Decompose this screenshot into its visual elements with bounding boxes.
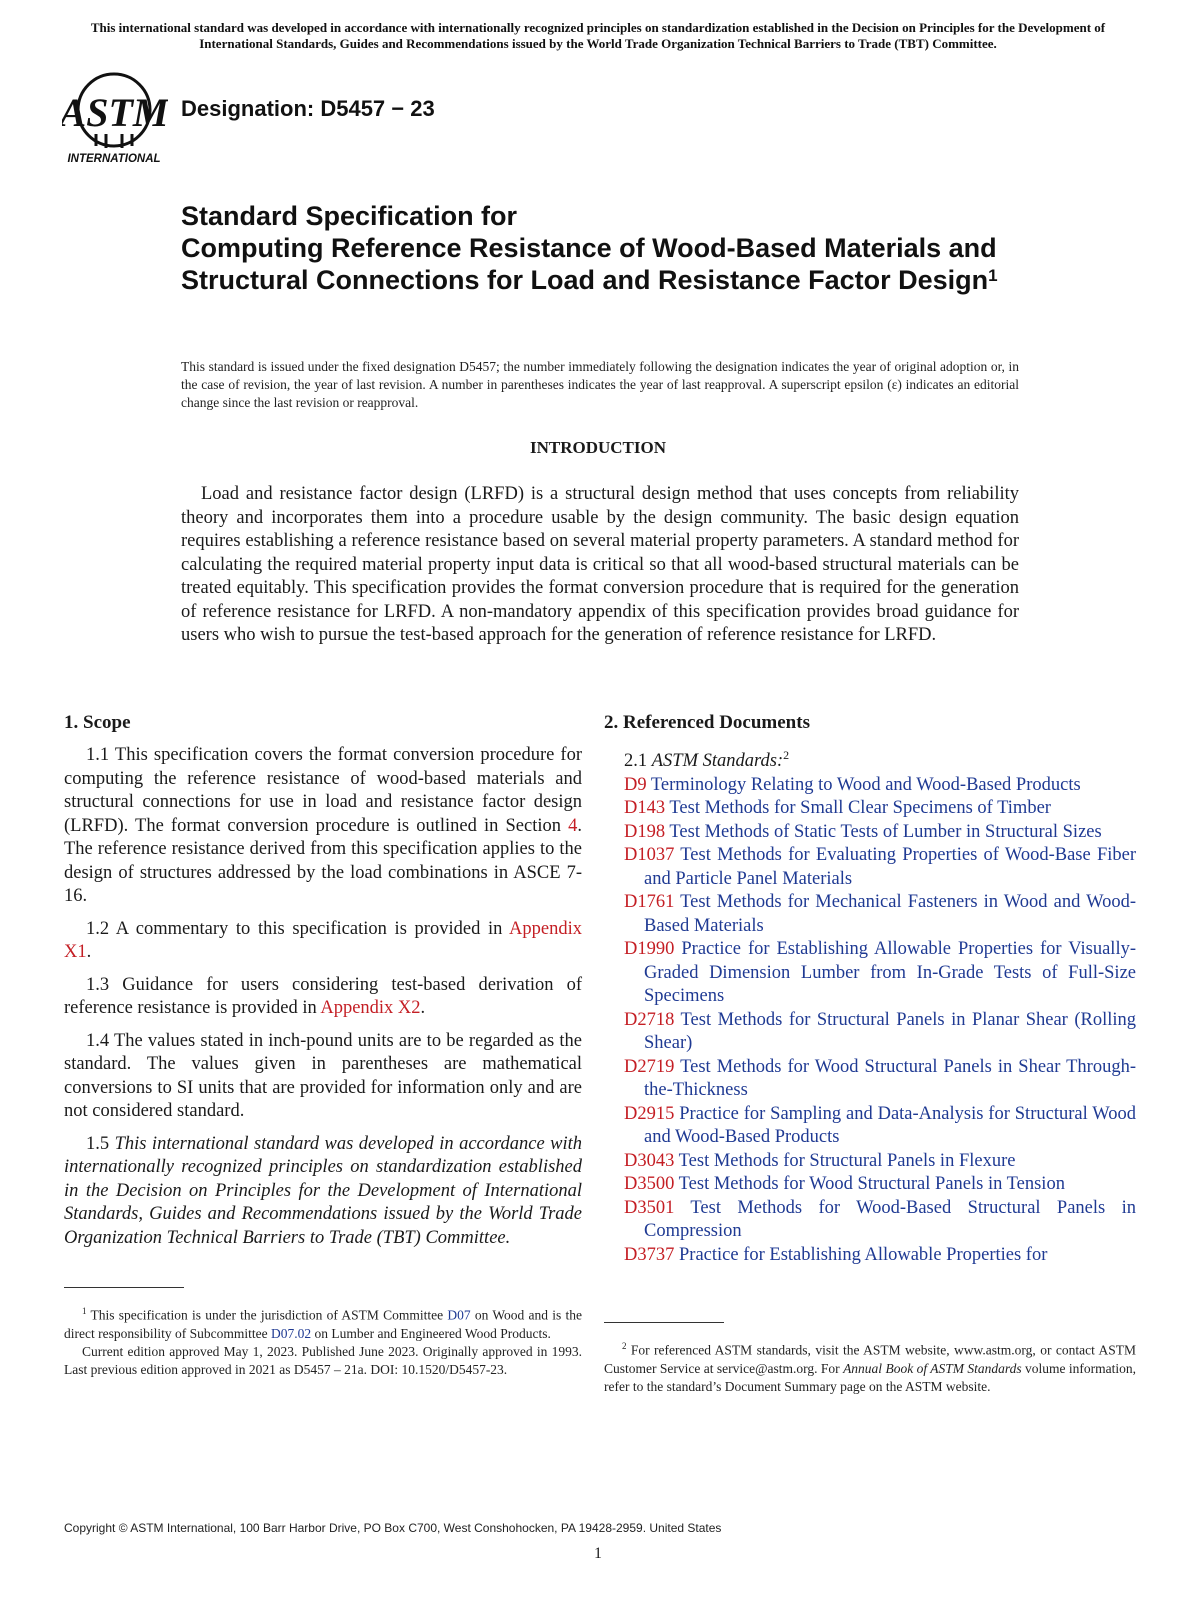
reference-item [624, 774, 1136, 798]
reference-title-link[interactable]: Terminology Relating to Wood and Wood-Based Products [650, 774, 1081, 795]
footnote-divider [64, 1287, 184, 1288]
footnote-1-jurisdiction [64, 1302, 582, 1343]
astm-logo [62, 70, 168, 166]
logo-mark-text: ASTM [62, 90, 168, 135]
title-line-2: Computing Reference Resistance of Wood-Based Materials and Structural Connections for Load and Resistance Factor Design [181, 233, 997, 295]
footnote-1-text-b: on Wood and is the direct responsibility of Subcommittee [64, 1307, 582, 1341]
footnote-2-mark: 2 [622, 1341, 627, 1351]
scope-1-2-end: . [86, 942, 92, 962]
scope-1-1 [64, 744, 582, 909]
introduction-body: Load and resistance factor design (LRFD) is a structural design method that uses concepts from reliability theory and incorporates them into a procedure usable by the design community. The basic design equation requires establishing a reference resistance based on several material property parameters. A standard method for calculating the required material property input data is critical so that all wood-based structural materials can be treated equitably. This specification provides the format conversion procedure that is required for the generation of reference resistance for LRFD. A non-mandatory appendix of this specification provides broad guidance for users who wish to pursue the test-based approach for the generation of reference resistance for LRFD. [181, 484, 1019, 645]
page-number: 1 [594, 1545, 602, 1562]
footnote-2-annual-book: Annual Book of ASTM Standards [843, 1360, 1022, 1376]
footnote-2 [604, 1337, 1136, 1396]
scope-1-2 [64, 918, 582, 965]
section-4-link[interactable]: 4 [568, 815, 578, 836]
referenced-documents-heading: 2. Referenced Documents [604, 712, 810, 733]
scope-1-5 [64, 1133, 582, 1251]
scope-1-5-num: 1.5 [86, 1133, 115, 1154]
reference-title-link[interactable]: Test Methods for Structural Panels in Flexure [678, 1150, 1016, 1171]
reference-code-link[interactable]: D1037 [624, 845, 675, 866]
footnote-2-block [604, 1322, 1136, 1396]
reference-item [624, 891, 1136, 938]
reference-code-link[interactable]: D3737 [624, 1244, 675, 1265]
scope-1-5-text: This international standard was developed in accordance with internationally recognized principles on standardization established in the Decision on Principles for the Development of International Standards, Guides and Recommendations issued by the World Trade Organization Technical Barriers to Trade (TBT) Committee. [64, 1133, 583, 1248]
reference-title-link[interactable]: Test Methods for Wood-Based Structural Panels in Compression [644, 1197, 1136, 1242]
subcommittee-d07-02-link[interactable]: D07.02 [270, 1325, 312, 1341]
footnote-2-divider [604, 1322, 724, 1323]
astm-standards-subheading [624, 744, 1136, 774]
reference-code-link[interactable]: D2915 [624, 1103, 675, 1124]
footnote-2-text [604, 1337, 1136, 1396]
introduction-heading: INTRODUCTION [529, 438, 667, 457]
reference-item [624, 1056, 1137, 1103]
reference-code-link[interactable]: D1990 [624, 939, 675, 960]
reference-item [624, 797, 1136, 821]
reference-item [624, 1150, 1136, 1174]
scope-1-3-text: 1.3 Guidance for users considering test-based derivation of reference resistance is provided in [64, 974, 582, 1018]
scope-1-2-text: 1.2 A commentary to this specification is provided in [86, 918, 510, 939]
reference-item [624, 938, 1136, 1009]
title-main [181, 232, 1061, 296]
scope-1-3-end: . [420, 998, 426, 1018]
reference-item [624, 1197, 1136, 1244]
reference-code-link[interactable]: D143 [624, 798, 666, 819]
subheading-footnote-mark: 2 [783, 748, 790, 762]
reference-code-link[interactable]: D198 [624, 821, 666, 842]
subheading-number: 2.1 [624, 751, 652, 772]
footnote-1-text-a: This specification is under the jurisdiction of ASTM Committee [86, 1307, 448, 1323]
reference-title-link[interactable]: Test Methods for Structural Panels in Planar Shear (Rolling Shear) [644, 1009, 1136, 1054]
issued-note: This standard is issued under the fixed designation D5457; the number immediately following the designation indicates the year of original adoption or, in the case of revision, the year of last revision. A number in parentheses indicates the year of last reapproval. A superscript epsilon (ε) indicates an editorial change since the last revision or reapproval. [181, 359, 1019, 410]
reference-title-link[interactable]: Practice for Establishing Allowable Properties for Visually-Graded Dimension Lumber from In-Grade Tests of Full-Size Specimens [644, 939, 1136, 1007]
logo-label: INTERNATIONAL [67, 153, 161, 165]
scope-1-3 [64, 974, 582, 1021]
reference-code-link[interactable]: D3043 [624, 1150, 675, 1171]
appendix-x2-link[interactable]: Appendix X2 [320, 998, 421, 1018]
footnote-1-block [64, 1287, 582, 1379]
wto-notice: This international standard was developed in accordance with internationally recognized principles on standardization established in the Decision on Principles for the Development of International Standards, Guides and Recommendations issued by the World Trade Organization Technical Barriers to Trade (TBT) Committee. [90, 20, 1106, 51]
reference-item [624, 844, 1137, 891]
designation: Designation: D5457 − 23 [181, 96, 435, 121]
reference-title-link[interactable]: Practice for Establishing Allowable Properties for [679, 1244, 1048, 1265]
reference-item [624, 1173, 1136, 1197]
reference-code-link[interactable]: D2719 [624, 1056, 675, 1077]
scope-1-1-text-b: . The reference resistance derived from this specification applies to the design of structures addressed by the load combinations in ASCE 7-16. [64, 815, 582, 906]
reference-item [624, 1103, 1137, 1150]
subheading-label: ASTM Standards: [651, 751, 784, 772]
appendix-x1-link[interactable]: Appendix X1 [64, 918, 582, 962]
footnote-1-mark: 1 [82, 1306, 87, 1316]
footnote-1-current-edition: Current edition approved May 1, 2023. Published June 2023. Originally approved in 1993. Last previous edition approved in 2021 as D5457 – 21a. DOI: 10.1520/D5457-23. [64, 1343, 582, 1377]
title-line-1: Standard Specification for [181, 201, 518, 231]
copyright-notice: Copyright © ASTM International, 100 Barr Harbor Drive, PO Box C700, West Conshohocken, PA 19428-2959. United States [64, 1521, 722, 1535]
astm-logo-mark [62, 70, 168, 166]
footnote-1 [64, 1302, 582, 1379]
reference-code-link[interactable]: D9 [624, 774, 647, 795]
reference-item [624, 821, 1136, 845]
reference-item [624, 1009, 1136, 1056]
scope-heading: 1. Scope [64, 712, 131, 733]
reference-code-link[interactable]: D3501 [624, 1197, 675, 1218]
reference-item [624, 1244, 1136, 1268]
reference-title-link[interactable]: Test Methods for Small Clear Specimens of Timber [669, 798, 1051, 819]
reference-title-link[interactable]: Test Methods for Mechanical Fasteners in Wood and Wood-Based Materials [644, 892, 1136, 936]
reference-title-link[interactable]: Test Methods for Wood Structural Panels in Shear Through-the-Thickness [644, 1056, 1137, 1101]
reference-title-link[interactable]: Test Methods for Wood Structural Panels in Tension [678, 1174, 1065, 1195]
reference-title-link[interactable]: Practice for Sampling and Data-Analysis for Structural Wood and Wood-Based Products [644, 1103, 1137, 1148]
title-footnote-mark[interactable]: 1 [988, 266, 998, 285]
scope-1-4: 1.4 The values stated in inch-pound units are to be regarded as the standard. The values given in parentheses are mathematical conversions to SI units that are provided for information only and are not considered standard. [64, 1030, 582, 1121]
referenced-documents-list [604, 774, 1136, 1268]
right-column [604, 712, 1137, 1267]
reference-code-link[interactable]: D1761 [624, 892, 675, 913]
scope-1-1-text-a: 1.1 This specification covers the format conversion procedure for computing the reference resistance of wood-based materials and structural connections for use in load and resistance factor design (LRFD). The format conversion procedure is outlined in Section [64, 745, 582, 836]
left-column [64, 712, 582, 1259]
footnote-1-text-c: on Lumber and Engineered Wood Products. [311, 1325, 551, 1341]
committee-d07-link[interactable]: D07 [447, 1307, 471, 1323]
reference-code-link[interactable]: D2718 [624, 1009, 675, 1030]
reference-code-link[interactable]: D3500 [624, 1174, 675, 1195]
reference-title-link[interactable]: Test Methods of Static Tests of Lumber in Structural Sizes [669, 821, 1102, 842]
footnote-2-text-a: For referenced ASTM standards, visit the ASTM website, www.astm.org, or contact ASTM Customer Service at service@astm.org. For [604, 1342, 1136, 1376]
document-title [181, 200, 1061, 296]
reference-title-link[interactable]: Test Methods for Evaluating Properties of Wood-Base Fiber and Particle Panel Materials [644, 845, 1137, 889]
footnote-2-text-b: volume information, refer to the standard’s Document Summary page on the ASTM website. [604, 1360, 1136, 1394]
